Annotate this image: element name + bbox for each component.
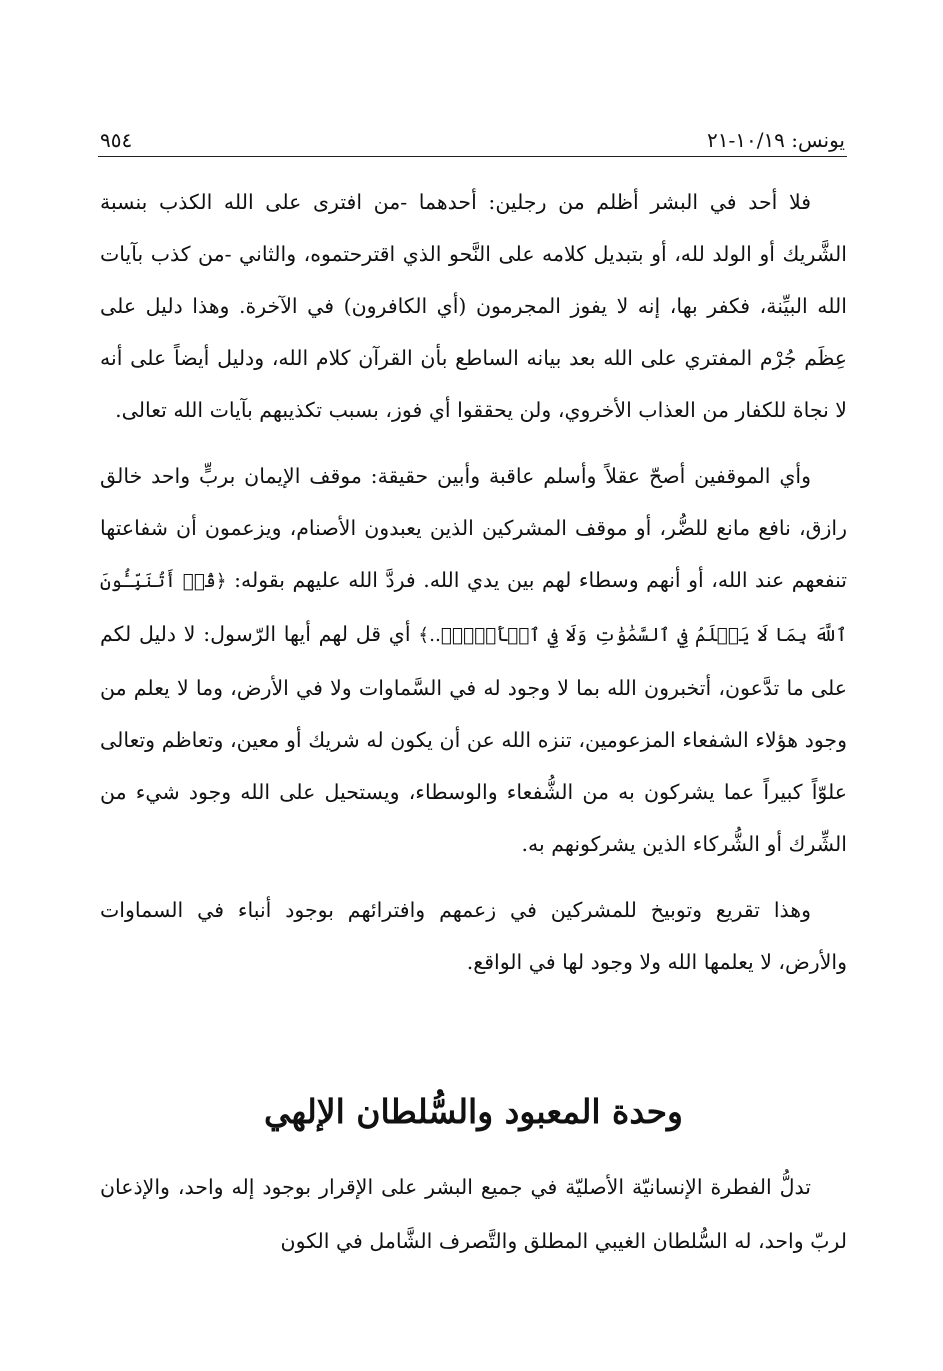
section-heading: وحدة المعبود والسُّلطان الإلهي — [264, 1092, 683, 1131]
paragraph-1: فلا أحد في البشر أظلم من رجلين: أحدهما -من افترى على الله الكذب بنسبة الشَّريك أو الولد لله، أو بتبديل كلامه على النَّحو الذي اقترحتموه، والثاني -من كذب بآيات الله البيِّنة، فكفر بها، إنه لا يفوز المجرمون (أي الكافرون) في الآخرة. وهذا دليل على عِظَم جُرْم المفتري على الله بعد بيانه الساطع بأن القرآن كلام الله، ودليل أيضاً على أنه لا نجاة للكفار من العذاب الأخروي، ولن يحققوا أي فوز، بسبب تكذيبهم بآيات الله تعالى. — [100, 190, 847, 422]
header-divider — [98, 156, 847, 157]
section-body — [100, 1160, 847, 1268]
surah-reference: يونس: ١٠/١٩-٢١ — [706, 128, 845, 152]
paragraph-2-rest: أي قل لهم أيها الرّسول: لا دليل لكم على ما تدَّعون، أتخبرون الله بما لا وجود له في السَّماوات ولا في الأرض، وما لا يعلم من وجود هؤلاء الشفعاء المزعومين، تنزه الله عن أن يكون له شريك أو معين، وتعاظم وتعالى علوّاً كبيراً عما يشركون به من الشُّفعاء والوسطاء، ويستحيل على الله وجود شيء من الشِّرك أو الشُّركاء الذين يشركونهم به. — [100, 622, 847, 856]
paragraph-2 — [100, 450, 847, 870]
page-number: ٩٥٤ — [100, 128, 133, 152]
running-header — [100, 112, 845, 152]
paragraph-3: وهذا تقريع وتوبيخ للمشركين في زعمهم وافترائهم بوجود أنباء في السماوات والأرض، لا يعلمها الله ولا وجود لها في الواقع. — [100, 898, 847, 974]
quran-quote: ﴿قُلۡ أَتُنَبِّـُٔونَ ٱللَّهَ بِمَا لَا يَعۡلَمُ فِي ٱلسَّمَٰوَٰتِ وَلَا فِي ٱلۡأَرۡضِۚ..﴾ — [100, 571, 847, 646]
commentary-body — [100, 176, 847, 988]
paragraph-2-lead: وأي الموقفين أصحّ عقلاً وأسلم عاقبة وأبين حقيقة: موقف الإيمان بربٍّ واحد خالق رازق، نافع مانع للضُّر، أو موقف المشركين الذين يعبدون الأصنام، ويزعمون أن شفاعتها تنفعهم عند الله، أو أنهم وسطاء لهم بين يدي الله. فردَّ الله عليهم بقوله: — [100, 464, 847, 592]
section-paragraph: تدلُّ الفطرة الإنسانيّة الأصليّة في جميع البشر على الإقرار بوجود إله واحد، والإذعان لربّ واحد، له السُّلطان الغيبي المطلق والتَّصرف الشَّامل في الكون — [100, 1175, 847, 1253]
